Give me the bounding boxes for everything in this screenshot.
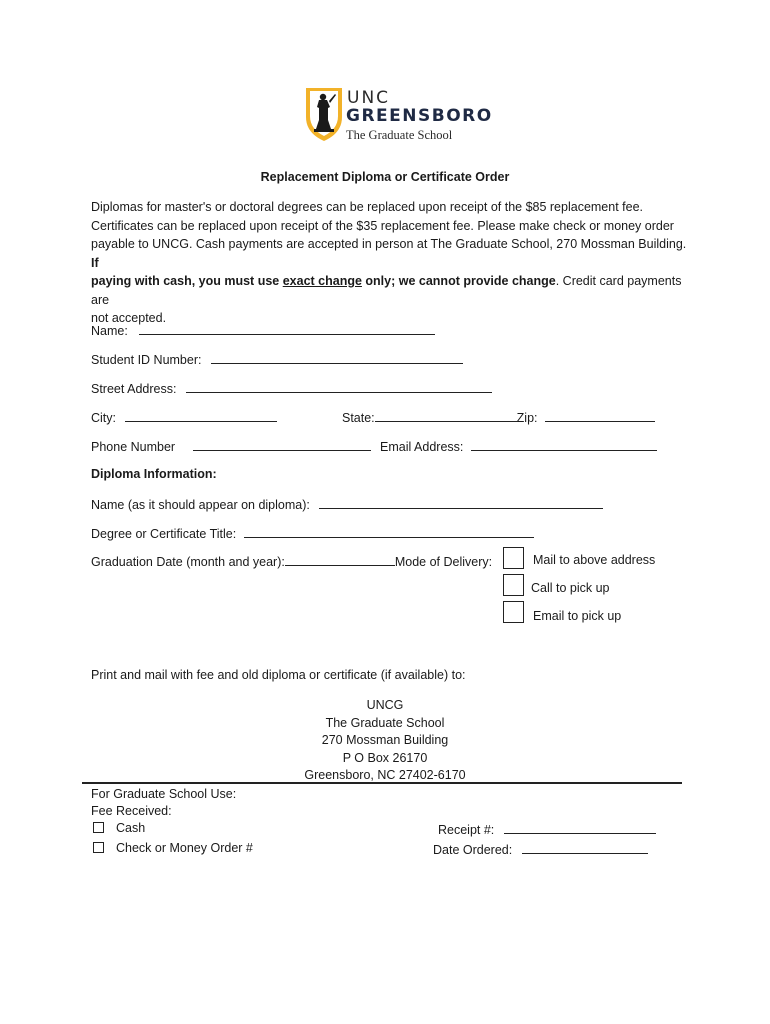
intro-line-4-end: . Credit card payments are <box>91 274 682 307</box>
student-id-row <box>91 351 463 367</box>
cash-row <box>93 821 145 835</box>
intro-bold-3: only; we cannot provide change <box>361 274 556 288</box>
street-label: Street Address: <box>91 382 177 396</box>
mail-option-label: Mail to above address <box>533 553 656 567</box>
street-field[interactable] <box>186 380 492 393</box>
intro-line-5: not accepted. <box>91 311 167 325</box>
street-row <box>91 380 492 396</box>
cash-checkbox[interactable] <box>93 822 104 833</box>
intro-paragraph <box>91 198 691 328</box>
grad-date-field[interactable] <box>285 553 395 566</box>
phone-field[interactable] <box>193 438 371 451</box>
check-checkbox[interactable] <box>93 842 104 853</box>
diploma-name-row <box>91 496 603 512</box>
date-ordered-row <box>433 841 648 857</box>
email-row <box>380 438 657 454</box>
state-row <box>342 409 655 425</box>
date-ordered-label: Date Ordered: <box>433 843 513 857</box>
date-ordered-field[interactable] <box>522 841 648 854</box>
city-row <box>91 409 277 425</box>
logo-unc: UNC <box>347 88 391 108</box>
diploma-heading: Diploma Information: <box>91 467 217 481</box>
check-row <box>93 841 253 855</box>
logo-subtitle: The Graduate School <box>346 128 453 142</box>
phone-row <box>91 438 371 454</box>
receipt-row <box>438 821 656 837</box>
intro-line-3: payable to UNCG. Cash payments are accepted in person at The Graduate School, 270 Mossman Building. <box>91 237 687 251</box>
office-heading: For Graduate School Use: <box>91 787 237 801</box>
phone-label: Phone Number <box>91 440 176 454</box>
mode-label: Mode of Delivery: <box>394 555 493 569</box>
cash-label: Cash <box>116 821 146 835</box>
diploma-name-field[interactable] <box>319 496 603 509</box>
email-option-label: Email to pick up <box>533 609 622 623</box>
student-id-label: Student ID Number: <box>91 353 202 367</box>
receipt-label: Receipt #: <box>438 823 495 837</box>
fee-received-label: Fee Received: <box>91 804 172 818</box>
call-option-label: Call to pick up <box>531 581 610 595</box>
intro-line-1: Diplomas for master's or doctoral degrees can be replaced upon receipt of the $85 replacement fee. <box>91 200 644 214</box>
diploma-name-label: Name (as it should appear on diploma): <box>91 498 310 512</box>
degree-field[interactable] <box>244 525 534 538</box>
state-field[interactable] <box>375 409 517 422</box>
intro-line-2: Certificates can be replaced upon receipt of the $35 replacement fee. Please make check or money order <box>91 218 674 233</box>
grad-date-row <box>91 553 492 569</box>
logo-greensboro: GREENSBORO <box>346 106 493 126</box>
receipt-field[interactable] <box>504 821 656 834</box>
name-row <box>91 322 435 338</box>
mailing-address <box>0 697 770 785</box>
divider <box>82 782 682 784</box>
student-id-field[interactable] <box>211 351 463 364</box>
email-label: Email Address: <box>380 440 464 454</box>
uncg-logo <box>304 85 493 147</box>
intro-exact-change: exact change <box>282 274 362 288</box>
zip-field[interactable] <box>545 409 655 422</box>
city-field[interactable] <box>125 409 277 422</box>
city-label: City: <box>91 411 116 425</box>
address-line: 270 Mossman Building <box>321 733 449 747</box>
mail-checkbox[interactable] <box>503 547 524 569</box>
intro-bold-1: If <box>91 255 99 270</box>
check-label: Check or Money Order # <box>116 841 253 855</box>
form-title: Replacement Diploma or Certificate Order <box>260 170 510 184</box>
state-label: State: <box>342 411 375 425</box>
email-field[interactable] <box>471 438 657 451</box>
address-line: UNCG <box>366 698 404 712</box>
address-line: Greensboro, NC 27402-6170 <box>304 768 466 782</box>
grad-date-label: Graduation Date (month and year): <box>91 555 285 569</box>
shield-logo-icon <box>304 85 344 143</box>
address-line: P O Box 26170 <box>342 750 428 765</box>
mail-instruction: Print and mail with fee and old diploma or certificate (if available) to: <box>91 668 466 682</box>
email-checkbox[interactable] <box>503 601 524 623</box>
name-label: Name: <box>91 324 128 338</box>
degree-label: Degree or Certificate Title: <box>91 527 237 541</box>
zip-label: Zip: <box>516 411 538 425</box>
intro-bold-2: paying with cash, you must use <box>91 274 283 288</box>
name-field[interactable] <box>139 322 435 335</box>
address-line: The Graduate School <box>325 715 445 730</box>
call-checkbox[interactable] <box>503 574 524 596</box>
degree-row <box>91 525 534 541</box>
